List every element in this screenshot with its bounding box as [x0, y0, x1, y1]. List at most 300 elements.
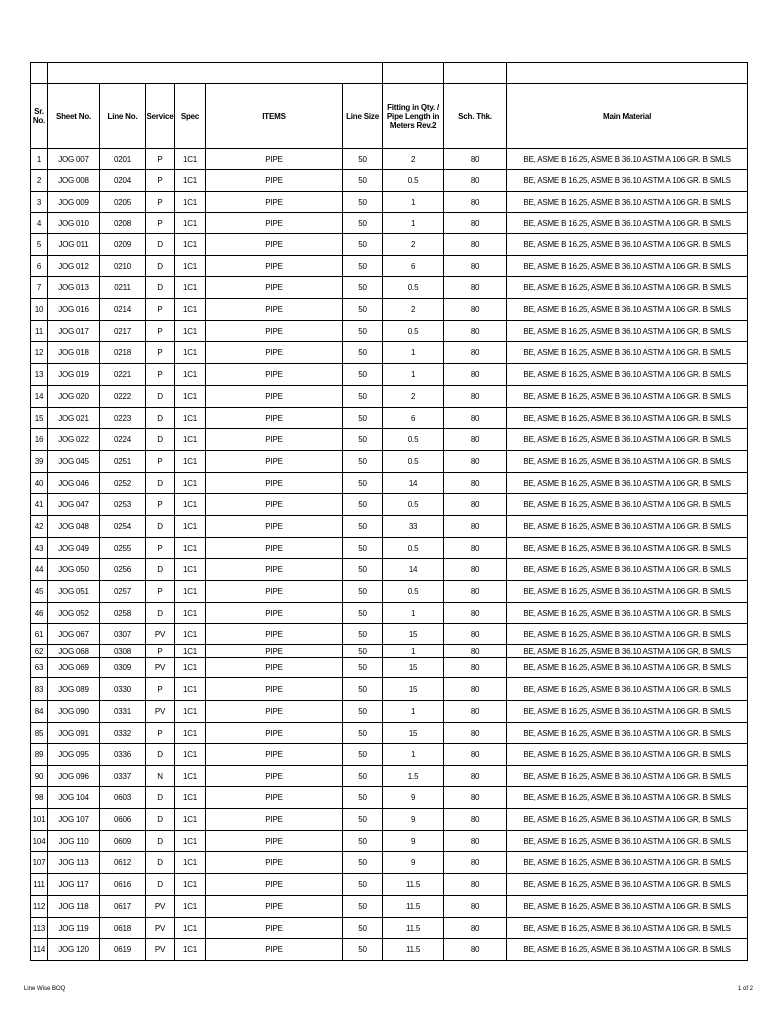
cell-items: PIPE — [206, 874, 343, 896]
cell-main-material: BE, ASME B 16.25, ASME B 36.10 ASTM A 106 GR. B SMLS — [507, 277, 748, 299]
cell-sch-thk: 80 — [444, 874, 507, 896]
cell-qty-length: 1 — [383, 342, 444, 364]
table-row — [31, 234, 748, 256]
cell-spec: 1C1 — [175, 429, 206, 451]
cell-main-material: BE, ASME B 16.25, ASME B 36.10 ASTM A 106 GR. B SMLS — [507, 256, 748, 277]
cell-service: D — [146, 277, 175, 299]
cell-sch-thk: 80 — [444, 766, 507, 787]
cell-items: PIPE — [206, 787, 343, 809]
cell-sr-no: 1 — [31, 149, 48, 170]
table-row — [31, 494, 748, 516]
table-row — [31, 809, 748, 831]
cell-sheet-no: JOG 010 — [48, 213, 100, 234]
cell-items: PIPE — [206, 701, 343, 723]
cell-qty-length: 1.5 — [383, 766, 444, 787]
cell-main-material: BE, ASME B 16.25, ASME B 36.10 ASTM A 106 GR. B SMLS — [507, 624, 748, 645]
cell-sr-no: 40 — [31, 473, 48, 494]
cell-sr-no: 104 — [31, 831, 48, 852]
cell-main-material: BE, ASME B 16.25, ASME B 36.10 ASTM A 106 GR. B SMLS — [507, 429, 748, 451]
cell-service: D — [146, 603, 175, 624]
cell-spec: 1C1 — [175, 321, 206, 342]
cell-line-size: 50 — [343, 559, 383, 581]
cell-service: D — [146, 256, 175, 277]
cell-sheet-no: JOG 045 — [48, 451, 100, 473]
cell-spec: 1C1 — [175, 256, 206, 277]
cell-items: PIPE — [206, 744, 343, 766]
table-row — [31, 408, 748, 429]
cell-sch-thk: 80 — [444, 299, 507, 321]
table-row — [31, 516, 748, 538]
table-row — [31, 559, 748, 581]
cell-sheet-no: JOG 016 — [48, 299, 100, 321]
cell-sheet-no: JOG 096 — [48, 766, 100, 787]
cell-sheet-no: JOG 067 — [48, 624, 100, 645]
cell-spec: 1C1 — [175, 645, 206, 658]
cell-service: P — [146, 192, 175, 213]
cell-qty-length: 1 — [383, 701, 444, 723]
cell-sr-no: 6 — [31, 256, 48, 277]
cell-main-material: BE, ASME B 16.25, ASME B 36.10 ASTM A 106 GR. B SMLS — [507, 603, 748, 624]
cell-line-size: 50 — [343, 170, 383, 192]
cell-sr-no: 101 — [31, 809, 48, 831]
cell-spec: 1C1 — [175, 658, 206, 678]
cell-line-no: 0217 — [100, 321, 146, 342]
cell-line-no: 0211 — [100, 277, 146, 299]
top-cell-material — [507, 63, 748, 84]
cell-sr-no: 113 — [31, 918, 48, 939]
cell-line-no: 0616 — [100, 874, 146, 896]
cell-qty-length: 0.5 — [383, 429, 444, 451]
cell-qty-length: 1 — [383, 645, 444, 658]
cell-line-size: 50 — [343, 896, 383, 918]
table-row — [31, 149, 748, 170]
cell-spec: 1C1 — [175, 516, 206, 538]
cell-line-no: 0210 — [100, 256, 146, 277]
header-items: ITEMS — [206, 84, 343, 149]
cell-sheet-no: JOG 050 — [48, 559, 100, 581]
cell-line-size: 50 — [343, 624, 383, 645]
cell-spec: 1C1 — [175, 149, 206, 170]
cell-service: P — [146, 321, 175, 342]
cell-sr-no: 89 — [31, 744, 48, 766]
cell-sr-no: 46 — [31, 603, 48, 624]
cell-line-no: 0204 — [100, 170, 146, 192]
cell-sr-no: 7 — [31, 277, 48, 299]
cell-service: D — [146, 787, 175, 809]
table-row — [31, 744, 748, 766]
cell-sheet-no: JOG 069 — [48, 658, 100, 678]
cell-sr-no: 2 — [31, 170, 48, 192]
cell-line-size: 50 — [343, 581, 383, 603]
cell-line-no: 0612 — [100, 852, 146, 874]
header-service: Service — [146, 84, 175, 149]
table-header-row — [31, 84, 748, 149]
cell-line-size: 50 — [343, 809, 383, 831]
cell-sheet-no: JOG 118 — [48, 896, 100, 918]
cell-line-size: 50 — [343, 766, 383, 787]
cell-spec: 1C1 — [175, 766, 206, 787]
cell-line-no: 0214 — [100, 299, 146, 321]
cell-main-material: BE, ASME B 16.25, ASME B 36.10 ASTM A 106 GR. B SMLS — [507, 581, 748, 603]
cell-service: N — [146, 766, 175, 787]
cell-line-size: 50 — [343, 701, 383, 723]
table-row — [31, 277, 748, 299]
cell-line-no: 0258 — [100, 603, 146, 624]
cell-service: PV — [146, 918, 175, 939]
cell-spec: 1C1 — [175, 939, 206, 961]
cell-line-no: 0257 — [100, 581, 146, 603]
cell-line-size: 50 — [343, 213, 383, 234]
cell-service: D — [146, 852, 175, 874]
cell-sch-thk: 80 — [444, 429, 507, 451]
cell-sheet-no: JOG 048 — [48, 516, 100, 538]
cell-sr-no: 111 — [31, 874, 48, 896]
cell-items: PIPE — [206, 538, 343, 559]
cell-sch-thk: 80 — [444, 559, 507, 581]
cell-sch-thk: 80 — [444, 494, 507, 516]
header-main-material: Main Material — [507, 84, 748, 149]
cell-sch-thk: 80 — [444, 896, 507, 918]
cell-spec: 1C1 — [175, 559, 206, 581]
cell-main-material: BE, ASME B 16.25, ASME B 36.10 ASTM A 106 GR. B SMLS — [507, 723, 748, 744]
cell-sch-thk: 80 — [444, 831, 507, 852]
cell-sr-no: 11 — [31, 321, 48, 342]
cell-sch-thk: 80 — [444, 538, 507, 559]
cell-items: PIPE — [206, 896, 343, 918]
cell-spec: 1C1 — [175, 744, 206, 766]
cell-line-no: 0332 — [100, 723, 146, 744]
cell-items: PIPE — [206, 386, 343, 408]
cell-service: PV — [146, 939, 175, 961]
cell-qty-length: 2 — [383, 386, 444, 408]
cell-spec: 1C1 — [175, 701, 206, 723]
cell-line-no: 0251 — [100, 451, 146, 473]
cell-qty-length: 11.5 — [383, 874, 444, 896]
cell-items: PIPE — [206, 234, 343, 256]
cell-sheet-no: JOG 089 — [48, 678, 100, 701]
cell-spec: 1C1 — [175, 386, 206, 408]
cell-sch-thk: 80 — [444, 624, 507, 645]
cell-qty-length: 1 — [383, 603, 444, 624]
cell-spec: 1C1 — [175, 603, 206, 624]
cell-sch-thk: 80 — [444, 386, 507, 408]
boq-table — [30, 62, 748, 961]
cell-qty-length: 14 — [383, 473, 444, 494]
cell-main-material: BE, ASME B 16.25, ASME B 36.10 ASTM A 106 GR. B SMLS — [507, 451, 748, 473]
cell-spec: 1C1 — [175, 234, 206, 256]
cell-qty-length: 2 — [383, 149, 444, 170]
page-number: 1 of 2 — [738, 986, 754, 992]
cell-spec: 1C1 — [175, 299, 206, 321]
cell-line-size: 50 — [343, 386, 383, 408]
table-row — [31, 874, 748, 896]
cell-items: PIPE — [206, 149, 343, 170]
cell-items: PIPE — [206, 918, 343, 939]
table-row — [31, 321, 748, 342]
cell-spec: 1C1 — [175, 723, 206, 744]
header-sr-no: Sr. No. — [31, 84, 48, 149]
cell-qty-length: 6 — [383, 256, 444, 277]
cell-qty-length: 0.5 — [383, 494, 444, 516]
table-row — [31, 603, 748, 624]
footer-title: Line Wise BOQ — [24, 986, 66, 992]
cell-line-no: 0331 — [100, 701, 146, 723]
cell-line-size: 50 — [343, 852, 383, 874]
cell-service: D — [146, 386, 175, 408]
cell-line-size: 50 — [343, 516, 383, 538]
cell-line-size: 50 — [343, 744, 383, 766]
cell-line-size: 50 — [343, 494, 383, 516]
cell-sr-no: 5 — [31, 234, 48, 256]
table-row — [31, 213, 748, 234]
cell-sch-thk: 80 — [444, 645, 507, 658]
cell-qty-length: 0.5 — [383, 538, 444, 559]
cell-sr-no: 107 — [31, 852, 48, 874]
cell-sch-thk: 80 — [444, 408, 507, 429]
table-row — [31, 723, 748, 744]
cell-spec: 1C1 — [175, 624, 206, 645]
cell-sheet-no: JOG 052 — [48, 603, 100, 624]
cell-sheet-no: JOG 110 — [48, 831, 100, 852]
cell-qty-length: 0.5 — [383, 451, 444, 473]
cell-qty-length: 1 — [383, 192, 444, 213]
cell-line-size: 50 — [343, 149, 383, 170]
cell-main-material: BE, ASME B 16.25, ASME B 36.10 ASTM A 106 GR. B SMLS — [507, 918, 748, 939]
cell-line-no: 0330 — [100, 678, 146, 701]
cell-items: PIPE — [206, 451, 343, 473]
header-line-size: Line Size — [343, 84, 383, 149]
cell-line-no: 0205 — [100, 192, 146, 213]
cell-sr-no: 12 — [31, 342, 48, 364]
table-row — [31, 342, 748, 364]
cell-spec: 1C1 — [175, 192, 206, 213]
cell-line-size: 50 — [343, 321, 383, 342]
cell-sr-no: 45 — [31, 581, 48, 603]
cell-items: PIPE — [206, 256, 343, 277]
table-row — [31, 918, 748, 939]
top-cell-qty — [383, 63, 444, 84]
cell-sheet-no: JOG 107 — [48, 809, 100, 831]
cell-items: PIPE — [206, 321, 343, 342]
cell-line-size: 50 — [343, 645, 383, 658]
cell-qty-length: 0.5 — [383, 581, 444, 603]
cell-service: P — [146, 645, 175, 658]
cell-line-no: 0254 — [100, 516, 146, 538]
table-row — [31, 701, 748, 723]
cell-sch-thk: 80 — [444, 678, 507, 701]
cell-service: D — [146, 516, 175, 538]
cell-sr-no: 62 — [31, 645, 48, 658]
cell-main-material: BE, ASME B 16.25, ASME B 36.10 ASTM A 106 GR. B SMLS — [507, 364, 748, 386]
cell-sr-no: 43 — [31, 538, 48, 559]
cell-sheet-no: JOG 117 — [48, 874, 100, 896]
cell-line-size: 50 — [343, 603, 383, 624]
cell-line-size: 50 — [343, 538, 383, 559]
cell-sr-no: 15 — [31, 408, 48, 429]
cell-qty-length: 2 — [383, 299, 444, 321]
cell-sheet-no: JOG 020 — [48, 386, 100, 408]
cell-sheet-no: JOG 017 — [48, 321, 100, 342]
cell-line-size: 50 — [343, 342, 383, 364]
cell-sch-thk: 80 — [444, 939, 507, 961]
cell-sr-no: 14 — [31, 386, 48, 408]
cell-qty-length: 9 — [383, 831, 444, 852]
cell-line-size: 50 — [343, 678, 383, 701]
cell-sch-thk: 80 — [444, 213, 507, 234]
cell-service: D — [146, 744, 175, 766]
cell-items: PIPE — [206, 516, 343, 538]
cell-items: PIPE — [206, 277, 343, 299]
cell-sch-thk: 80 — [444, 473, 507, 494]
cell-main-material: BE, ASME B 16.25, ASME B 36.10 ASTM A 106 GR. B SMLS — [507, 473, 748, 494]
cell-main-material: BE, ASME B 16.25, ASME B 36.10 ASTM A 106 GR. B SMLS — [507, 321, 748, 342]
cell-spec: 1C1 — [175, 451, 206, 473]
cell-line-no: 0619 — [100, 939, 146, 961]
cell-sr-no: 13 — [31, 364, 48, 386]
cell-line-no: 0221 — [100, 364, 146, 386]
cell-sheet-no: JOG 120 — [48, 939, 100, 961]
cell-sheet-no: JOG 091 — [48, 723, 100, 744]
cell-line-size: 50 — [343, 234, 383, 256]
cell-line-no: 0253 — [100, 494, 146, 516]
table-row — [31, 581, 748, 603]
cell-main-material: BE, ASME B 16.25, ASME B 36.10 ASTM A 106 GR. B SMLS — [507, 701, 748, 723]
cell-line-size: 50 — [343, 723, 383, 744]
cell-sch-thk: 80 — [444, 658, 507, 678]
cell-sheet-no: JOG 013 — [48, 277, 100, 299]
cell-main-material: BE, ASME B 16.25, ASME B 36.10 ASTM A 106 GR. B SMLS — [507, 787, 748, 809]
cell-line-no: 0309 — [100, 658, 146, 678]
cell-spec: 1C1 — [175, 678, 206, 701]
cell-items: PIPE — [206, 364, 343, 386]
cell-qty-length: 0.5 — [383, 277, 444, 299]
header-spec: Spec — [175, 84, 206, 149]
cell-items: PIPE — [206, 342, 343, 364]
cell-sr-no: 98 — [31, 787, 48, 809]
cell-items: PIPE — [206, 213, 343, 234]
cell-line-no: 0208 — [100, 213, 146, 234]
cell-spec: 1C1 — [175, 896, 206, 918]
cell-qty-length: 15 — [383, 723, 444, 744]
cell-sch-thk: 80 — [444, 581, 507, 603]
table-row — [31, 538, 748, 559]
cell-service: PV — [146, 658, 175, 678]
cell-line-size: 50 — [343, 473, 383, 494]
cell-main-material: BE, ASME B 16.25, ASME B 36.10 ASTM A 106 GR. B SMLS — [507, 874, 748, 896]
cell-main-material: BE, ASME B 16.25, ASME B 36.10 ASTM A 106 GR. B SMLS — [507, 896, 748, 918]
cell-items: PIPE — [206, 852, 343, 874]
table-row — [31, 678, 748, 701]
cell-service: D — [146, 408, 175, 429]
cell-service: P — [146, 342, 175, 364]
cell-qty-length: 15 — [383, 624, 444, 645]
cell-main-material: BE, ASME B 16.25, ASME B 36.10 ASTM A 106 GR. B SMLS — [507, 538, 748, 559]
cell-spec: 1C1 — [175, 213, 206, 234]
cell-line-no: 0618 — [100, 918, 146, 939]
top-cell-span — [48, 63, 383, 84]
cell-items: PIPE — [206, 603, 343, 624]
cell-line-no: 0308 — [100, 645, 146, 658]
cell-line-no: 0606 — [100, 809, 146, 831]
cell-qty-length: 11.5 — [383, 896, 444, 918]
cell-items: PIPE — [206, 559, 343, 581]
table-row — [31, 645, 748, 658]
cell-sch-thk: 80 — [444, 342, 507, 364]
cell-service: PV — [146, 624, 175, 645]
cell-service: P — [146, 581, 175, 603]
cell-line-size: 50 — [343, 299, 383, 321]
cell-line-size: 50 — [343, 429, 383, 451]
cell-main-material: BE, ASME B 16.25, ASME B 36.10 ASTM A 106 GR. B SMLS — [507, 342, 748, 364]
cell-line-no: 0337 — [100, 766, 146, 787]
cell-main-material: BE, ASME B 16.25, ASME B 36.10 ASTM A 106 GR. B SMLS — [507, 559, 748, 581]
cell-items: PIPE — [206, 299, 343, 321]
cell-qty-length: 2 — [383, 234, 444, 256]
cell-items: PIPE — [206, 658, 343, 678]
cell-line-no: 0617 — [100, 896, 146, 918]
cell-line-no: 0307 — [100, 624, 146, 645]
cell-qty-length: 11.5 — [383, 918, 444, 939]
cell-main-material: BE, ASME B 16.25, ASME B 36.10 ASTM A 106 GR. B SMLS — [507, 192, 748, 213]
cell-line-size: 50 — [343, 256, 383, 277]
cell-qty-length: 9 — [383, 852, 444, 874]
cell-sheet-no: JOG 019 — [48, 364, 100, 386]
cell-sr-no: 16 — [31, 429, 48, 451]
cell-service: P — [146, 364, 175, 386]
cell-sheet-no: JOG 051 — [48, 581, 100, 603]
cell-sheet-no: JOG 113 — [48, 852, 100, 874]
cell-items: PIPE — [206, 645, 343, 658]
table-row — [31, 852, 748, 874]
cell-sch-thk: 80 — [444, 918, 507, 939]
table-body — [31, 149, 748, 961]
cell-spec: 1C1 — [175, 787, 206, 809]
cell-items: PIPE — [206, 678, 343, 701]
cell-line-no: 0609 — [100, 831, 146, 852]
cell-sheet-no: JOG 095 — [48, 744, 100, 766]
cell-main-material: BE, ASME B 16.25, ASME B 36.10 ASTM A 106 GR. B SMLS — [507, 645, 748, 658]
table-row — [31, 624, 748, 645]
cell-qty-length: 15 — [383, 658, 444, 678]
cell-line-size: 50 — [343, 277, 383, 299]
cell-items: PIPE — [206, 192, 343, 213]
table-row — [31, 766, 748, 787]
cell-qty-length: 9 — [383, 809, 444, 831]
cell-sch-thk: 80 — [444, 256, 507, 277]
cell-qty-length: 15 — [383, 678, 444, 701]
cell-spec: 1C1 — [175, 852, 206, 874]
cell-service: P — [146, 723, 175, 744]
cell-sheet-no: JOG 012 — [48, 256, 100, 277]
cell-sheet-no: JOG 011 — [48, 234, 100, 256]
cell-items: PIPE — [206, 581, 343, 603]
cell-spec: 1C1 — [175, 538, 206, 559]
table-row — [31, 429, 748, 451]
cell-sch-thk: 80 — [444, 364, 507, 386]
table-row — [31, 896, 748, 918]
cell-line-size: 50 — [343, 658, 383, 678]
cell-service: P — [146, 213, 175, 234]
cell-spec: 1C1 — [175, 342, 206, 364]
cell-sheet-no: JOG 046 — [48, 473, 100, 494]
cell-spec: 1C1 — [175, 364, 206, 386]
cell-sr-no: 85 — [31, 723, 48, 744]
cell-sr-no: 90 — [31, 766, 48, 787]
cell-spec: 1C1 — [175, 918, 206, 939]
cell-qty-length: 0.5 — [383, 321, 444, 342]
cell-qty-length: 9 — [383, 787, 444, 809]
cell-sr-no: 42 — [31, 516, 48, 538]
